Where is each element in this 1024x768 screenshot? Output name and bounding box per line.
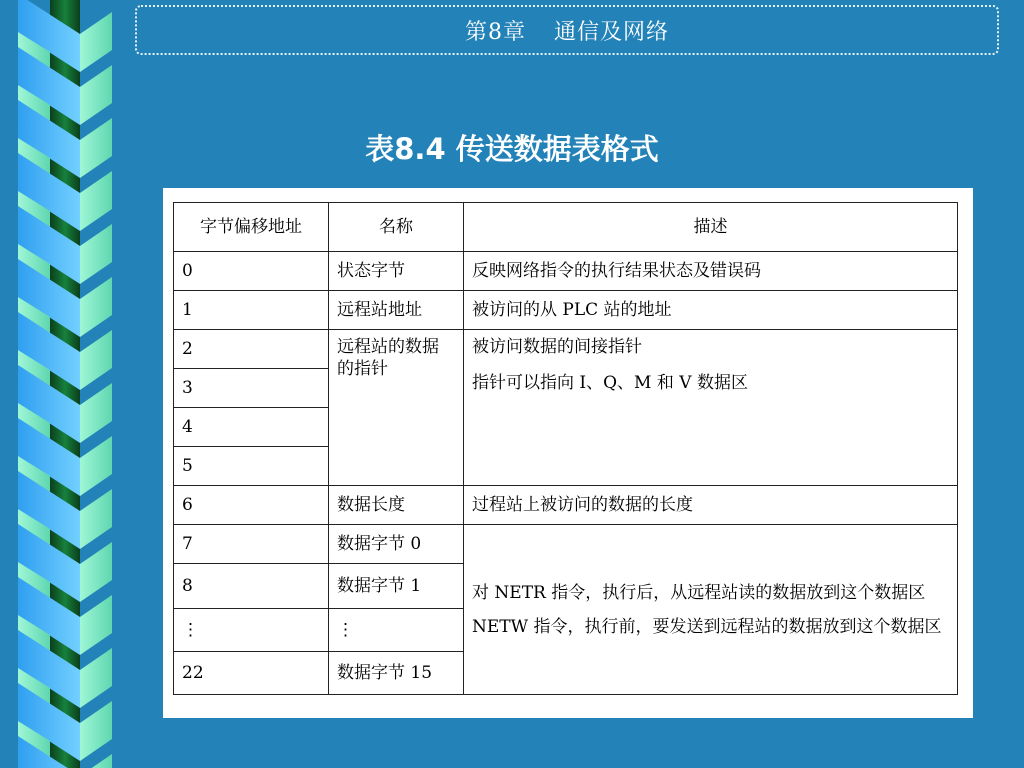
data-format-table bbox=[173, 202, 958, 695]
cell-offset: 22 bbox=[174, 652, 329, 695]
table-header-row bbox=[174, 203, 958, 252]
cell-offset: 4 bbox=[174, 408, 329, 447]
cell-offset: 1 bbox=[174, 291, 329, 330]
cell-offset: ⋮ bbox=[174, 609, 329, 652]
cell-name: 远程站的数据的指针 bbox=[329, 330, 464, 486]
table-panel bbox=[163, 188, 973, 718]
cell-desc: 过程站上被访问的数据的长度 bbox=[464, 486, 958, 525]
table-title: 表8.4 传送数据表格式 bbox=[365, 132, 659, 166]
cell-offset: 3 bbox=[174, 369, 329, 408]
decorative-ribbon bbox=[0, 0, 112, 768]
desc-line: NETW 指令，执行前，要发送到远程站的数据放到这个数据区 bbox=[472, 616, 942, 637]
cell-offset: 8 bbox=[174, 564, 329, 609]
cell-name: 数据字节 1 bbox=[329, 564, 464, 609]
table-row bbox=[174, 486, 958, 525]
cell-offset: 7 bbox=[174, 525, 329, 564]
cell-name: 远程站地址 bbox=[329, 291, 464, 330]
cell-desc bbox=[464, 330, 958, 486]
cell-offset: 5 bbox=[174, 447, 329, 486]
cell-name: ⋮ bbox=[329, 609, 464, 652]
header-name: 名称 bbox=[329, 203, 464, 252]
chapter-header bbox=[135, 5, 999, 55]
cell-desc: 被访问的从 PLC 站的地址 bbox=[464, 291, 958, 330]
cell-name: 数据长度 bbox=[329, 486, 464, 525]
cell-name: 数据字节 0 bbox=[329, 525, 464, 564]
table-row bbox=[174, 252, 958, 291]
cell-desc bbox=[464, 525, 958, 695]
header-offset: 字节偏移地址 bbox=[174, 203, 329, 252]
header-desc: 描述 bbox=[464, 203, 958, 252]
cell-offset: 0 bbox=[174, 252, 329, 291]
cell-desc: 反映网络指令的执行结果状态及错误码 bbox=[464, 252, 958, 291]
cell-name: 数据字节 15 bbox=[329, 652, 464, 695]
cell-name: 状态字节 bbox=[329, 252, 464, 291]
table-row bbox=[174, 291, 958, 330]
table-row bbox=[174, 525, 958, 564]
chapter-topic: 通信及网络 bbox=[553, 19, 669, 45]
cell-offset: 2 bbox=[174, 330, 329, 369]
cell-offset: 6 bbox=[174, 486, 329, 525]
chapter-number: 第8章 bbox=[464, 19, 526, 45]
table-row bbox=[174, 330, 958, 369]
desc-line: 被访问数据的间接指针 bbox=[472, 337, 642, 357]
desc-line: 对 NETR 指令，执行后，从远程站读的数据放到这个数据区 bbox=[472, 582, 926, 603]
desc-line: 指针可以指向 I、Q、M 和 V 数据区 bbox=[472, 373, 748, 393]
